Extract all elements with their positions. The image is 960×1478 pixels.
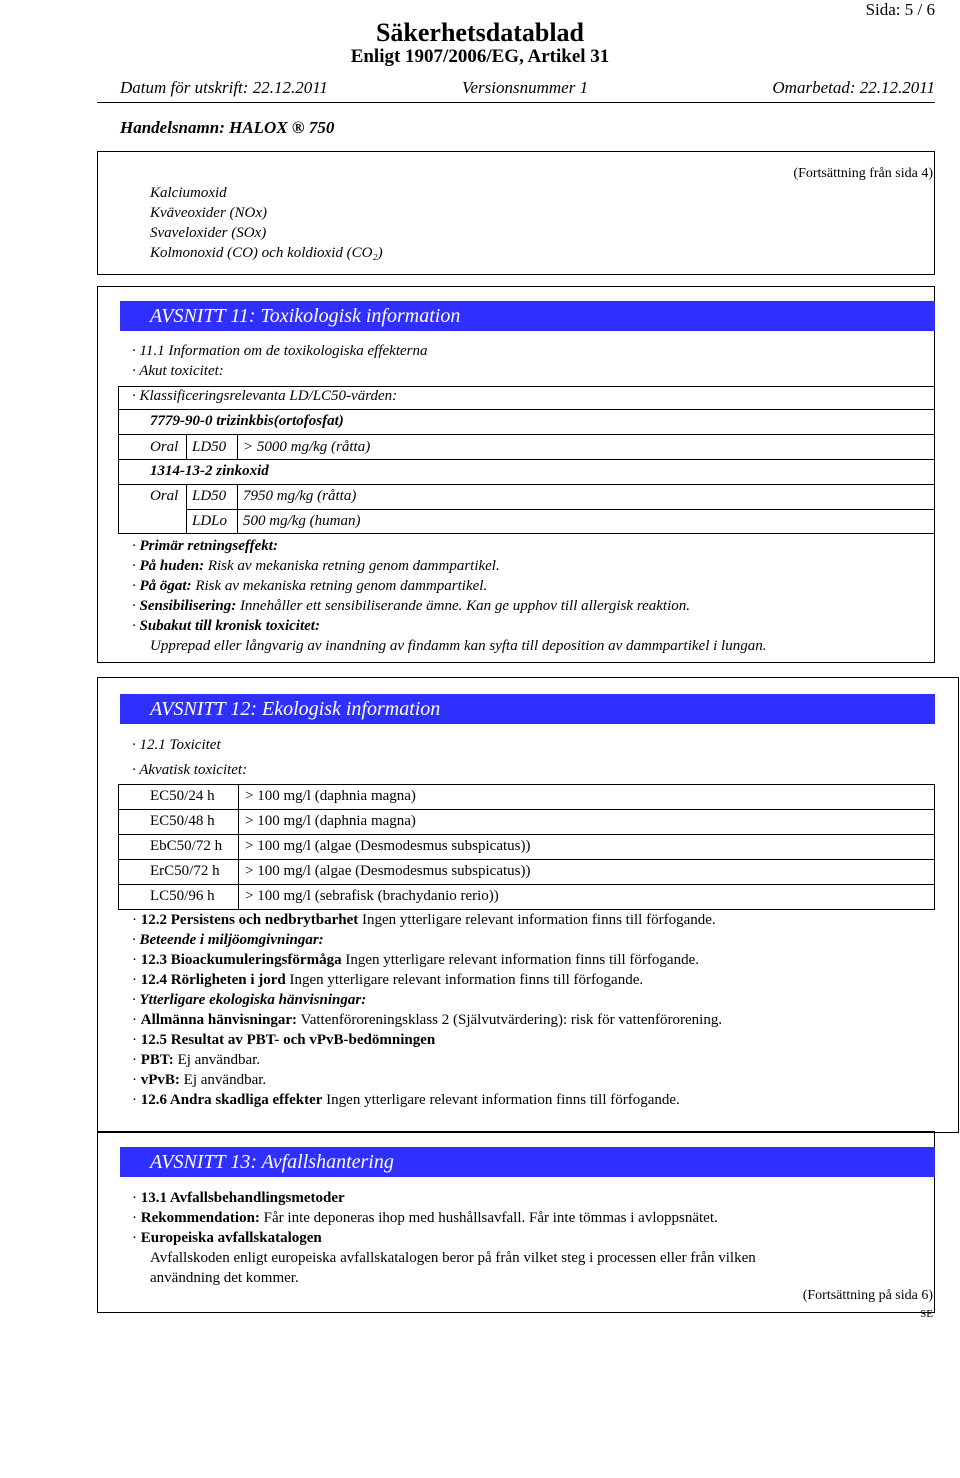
ldlo-value: 500 mg/kg (human) [243,513,361,529]
list-item: Kväveoxider (NOx) [150,205,268,221]
s13-eu-text-2: användning det kommer. [150,1270,299,1286]
s12-pbt-assessment: · 12.5 Resultat av PBT- och vPvB-bedömningen [132,1032,436,1048]
continued-from: (Fortsättning från sida 4) [793,166,933,181]
combustion-products [150,183,383,263]
continued-to: (Fortsättning på sida 6) [802,1288,933,1303]
ld-table [118,387,935,534]
s12-pbt: · PBT: Ej användbar. [132,1052,261,1068]
table-row-value: > 100 mg/l (algae (Desmodesmus subspicatus)) [245,863,531,879]
s12-toxicity: · 12.1 Toxicitet [132,737,221,753]
s12-persistence: · 12.2 Persistens och nedbrytbarhet Ingen ytterligare relevant information finns till förfogande. [132,912,716,928]
section-11-heading: AVSNITT 11: Toxikologisk information [120,301,935,331]
substance-1: 7779-90-0 trizinkbis(ortofosfat) [150,413,344,429]
print-date: Datum för utskrift: 22.12.2011 [120,78,328,97]
table-row-key: EC50/24 h [150,788,215,804]
s12-vpvb: · vPvB: Ej användbar. [132,1072,267,1088]
s11-sensitization: · Sensibilisering: Innehåller ett sensibiliserande ämne. Kan ge upphov till allergisk reaktion. [132,598,691,614]
s13-eu-text-1: Avfallskoden enligt europeiska avfallskatalogen beror på från vilket steg i processen eller från vilken [150,1250,756,1266]
ld50-label: LD50 [192,488,227,504]
language-code: SE [920,1308,933,1320]
s12-further: · Ytterligare ekologiska hänvisningar: [132,992,367,1008]
route-oral: Oral [150,439,179,455]
s13-methods: · 13.1 Avfallsbehandlingsmetoder [132,1190,345,1206]
route-oral: Oral [150,488,179,504]
s11-subacute: · Subakut till kronisk toxicitet: [132,618,320,634]
section-13-heading: AVSNITT 13: Avfallshantering [120,1147,935,1177]
ld50-label: LD50 [192,439,227,455]
list-item: Svaveloxider (SOx) [150,225,267,241]
table-row-value: > 100 mg/l (sebrafisk (brachydanio rerio)) [245,888,499,904]
table-row-key: LC50/96 h [150,888,215,904]
table-row-key: ErC50/72 h [150,863,220,879]
version-number: Versionsnummer 1 [462,78,589,97]
table-row-key: EbC50/72 h [150,838,223,854]
s12-aquatic: · Akvatisk toxicitet: [132,762,248,778]
s12-behaviour: · Beteende i miljöomgivningar: [132,932,324,948]
s13-recommendation: · Rekommendation: Får inte deponeras ihop med hushållsavfall. Får inte tömmas i avloppsnätet. [132,1210,718,1226]
table-row-value: > 100 mg/l (daphnia magna) [245,788,416,804]
substance-2: 1314-13-2 zinkoxid [150,463,269,479]
s12-other-effects: · 12.6 Andra skadliga effekter Ingen ytterligare relevant information finns till förfogande. [132,1092,680,1108]
list-item: Kolmonoxid (CO) och koldioxid (CO₂) [150,245,383,261]
header-divider [97,102,935,103]
s11-eye: · På ögat: Risk av mekaniska retning genom dammpartikel. [132,578,488,594]
table-row-value: > 100 mg/l (algae (Desmodesmus subspicatus)) [245,838,531,854]
s11-classification: · Klassificeringsrelevanta LD/LC50-värden: [132,388,398,404]
s13-eu-catalogue: · Europeiska avfallskatalogen [132,1230,322,1246]
document-subtitle: Enligt 1907/2006/EG, Artikel 31 [350,46,610,67]
s11-acute: · Akut toxicitet: [132,363,224,379]
s11-primary: · Primär retningseffekt: [132,538,278,554]
ld50-value: > 5000 mg/kg (råtta) [243,439,371,455]
s11-subacute-text: Upprepad eller långvarig av inandning av findamm kan syfta till deposition av dammpartikel i lungan. [150,638,767,654]
table-row-key: EC50/48 h [150,813,215,829]
page-number: Sida: 5 / 6 [865,0,935,19]
s12-general: · Allmänna hänvisningar: Vattenföroreningsklass 2 (Självutvärdering): risk för vattenförorening. [132,1012,723,1028]
document-title: Säkerhetsdatablad [375,18,585,47]
s11-info-heading: · 11.1 Information om de toxikologiska effekterna [132,343,428,359]
list-item: Kalciumoxid [150,185,227,201]
table-row-value: > 100 mg/l (daphnia magna) [245,813,416,829]
ld50-value: 7950 mg/kg (råtta) [243,488,357,504]
ldlo-label: LDLo [192,513,228,529]
s11-skin: · På huden: Risk av mekaniska retning genom dammpartikel. [132,558,500,574]
s12-mobility: · 12.4 Rörligheten i jord Ingen ytterligare relevant information finns till förfogande. [132,972,644,988]
trade-name: Handelsnamn: HALOX ® 750 [120,118,335,137]
s12-bioaccumulation: · 12.3 Bioackumuleringsförmåga Ingen ytterligare relevant information finns till förfogande. [132,952,699,968]
section-12-heading: AVSNITT 12: Ekologisk information [120,694,935,724]
revised-date: Omarbetad: 22.12.2011 [772,78,935,97]
